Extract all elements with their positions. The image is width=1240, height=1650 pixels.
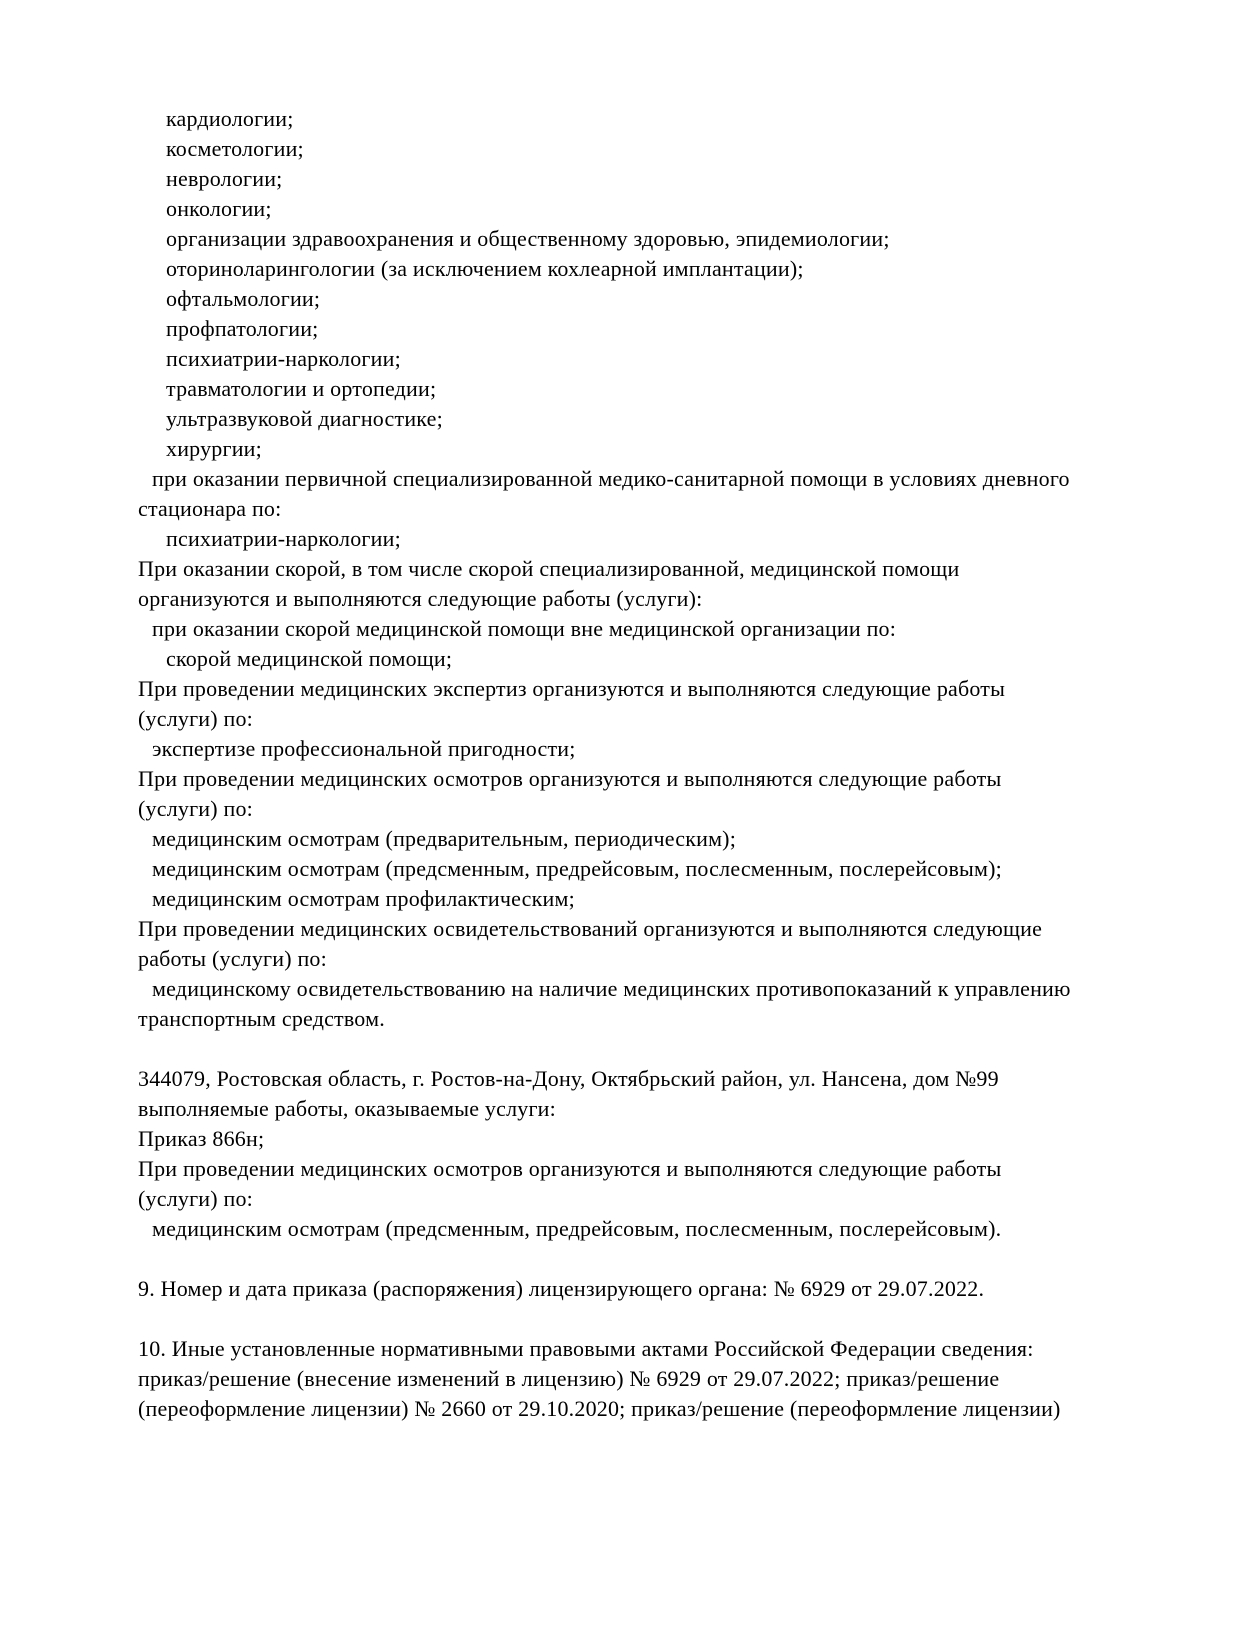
- text-line: приказ/решение (внесение изменений в лицензию) № 6929 от 29.07.2022; приказ/решение: [138, 1366, 1000, 1391]
- text-line: медицинскому освидетельствованию на наличие медицинских противопоказаний к управлению: [152, 976, 1071, 1001]
- text-line: при оказании первичной специализированной медико-санитарной помощи в условиях дневного: [152, 466, 1070, 491]
- text-line: (услуги) по:: [138, 796, 253, 821]
- text-line: психиатрии-наркологии;: [166, 346, 401, 371]
- text-line: Приказ 866н;: [138, 1126, 265, 1151]
- text-line: медицинским осмотрам (предварительным, периодическим);: [152, 826, 737, 851]
- text-line: онкологии;: [166, 196, 272, 221]
- text-line: медицинским осмотрам (предсменным, предрейсовым, послесменным, послерейсовым).: [152, 1216, 1002, 1241]
- text-line: 344079, Ростовская область, г. Ростов-на-Дону, Октябрьский район, ул. Нансена, дом №99: [138, 1066, 999, 1091]
- text-line: (переоформление лицензии) № 2660 от 29.10.2020; приказ/решение (переоформление лицензии): [138, 1396, 1061, 1421]
- text-line: [138, 1304, 1140, 1334]
- text-line: ультразвуковой диагностике;: [166, 406, 443, 431]
- text-line: организации здравоохранения и общественному здоровью, эпидемиологии;: [166, 226, 890, 251]
- text-line: скорой медицинской помощи;: [166, 646, 453, 671]
- text-line: работы (услуги) по:: [138, 946, 327, 971]
- text-line: неврологии;: [166, 166, 283, 191]
- text-line: профпатологии;: [166, 316, 319, 341]
- text-line: При проведении медицинских экспертиз организуются и выполняются следующие работы: [138, 676, 1006, 701]
- text-line: экспертизе профессиональной пригодности;: [152, 736, 576, 761]
- text-line: [138, 1244, 1140, 1274]
- text-line: офтальмологии;: [166, 286, 321, 311]
- text-line: медицинским осмотрам (предсменным, предрейсовым, послесменным, послерейсовым);: [152, 856, 1002, 881]
- text-line: косметологии;: [166, 136, 304, 161]
- text-line: 9. Номер и дата приказа (распоряжения) лицензирующего органа: № 6929 от 29.07.2022.: [138, 1276, 985, 1301]
- text-line: организуются и выполняются следующие работы (услуги):: [138, 586, 703, 611]
- text-line: При проведении медицинских осмотров организуются и выполняются следующие работы: [138, 766, 1002, 791]
- text-line: травматологии и ортопедии;: [166, 376, 437, 401]
- text-line: [138, 1034, 1140, 1064]
- text-line: При оказании скорой, в том числе скорой специализированной, медицинской помощи: [138, 556, 960, 581]
- text-line: медицинским осмотрам профилактическим;: [152, 886, 575, 911]
- text-line: (услуги) по:: [138, 706, 253, 731]
- text-line: оториноларингологии (за исключением кохлеарной имплантации);: [166, 256, 804, 281]
- text-line: При проведении медицинских освидетельствований организуются и выполняются следующие: [138, 916, 1043, 941]
- text-line: стационара по:: [138, 496, 282, 521]
- text-line: При проведении медицинских осмотров организуются и выполняются следующие работы: [138, 1156, 1002, 1181]
- text-line: хирургии;: [166, 436, 262, 461]
- text-line: при оказании скорой медицинской помощи вне медицинской организации по:: [152, 616, 897, 641]
- text-line: психиатрии-наркологии;: [166, 526, 401, 551]
- text-line: транспортным средством.: [138, 1006, 385, 1031]
- text-line: выполняемые работы, оказываемые услуги:: [138, 1096, 556, 1121]
- text-line: 10. Иные установленные нормативными правовыми актами Российской Федерации сведения:: [138, 1336, 1034, 1361]
- text-line: кардиологии;: [166, 106, 294, 131]
- text-line: (услуги) по:: [138, 1186, 253, 1211]
